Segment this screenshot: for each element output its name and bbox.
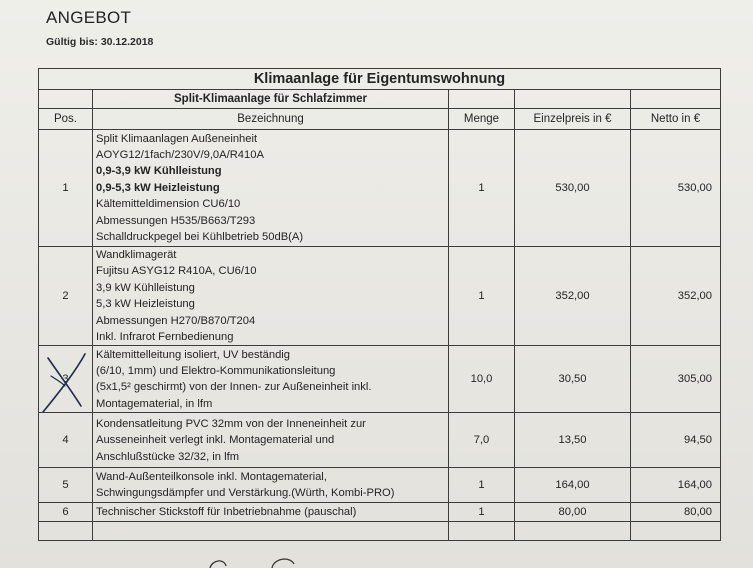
unit-price: 530,00: [515, 130, 631, 247]
offer-table: [38, 68, 721, 541]
item-description: [93, 413, 449, 468]
table-subtitle: Split-Klimaanlage für Schlafzimmer: [93, 90, 449, 109]
table-row: [39, 346, 721, 413]
unit-price: 80,00: [515, 503, 631, 522]
quantity: 1: [449, 503, 515, 522]
table-row: [39, 503, 721, 522]
position-number: [39, 346, 93, 413]
description-line: Wand-Außenteilkonsole inkl. Montagematerial,: [96, 471, 327, 484]
description-line: Split Klimaanlagen Außeneinheit: [96, 132, 258, 145]
description-line: (5x1,5² geschirmt) von der Innen- zur Außeneinheit inkl.: [96, 381, 372, 394]
empty-cell: [515, 522, 631, 541]
document-title: ANGEBOT: [46, 8, 132, 27]
description-line: Kältemittelleitung isoliert, UV beständig: [96, 348, 291, 361]
description-line: Inkl. Infrarot Fernbedienung: [96, 331, 234, 344]
description-line: Kältemitteldimension CU6/10: [96, 198, 241, 211]
item-description: [93, 503, 449, 522]
description-line: (6/10, 1mm) und Elektro-Kommunikationsleitung: [96, 365, 336, 378]
description-line: 3,9 kW Kühlleistung: [96, 281, 195, 294]
unit-price: 30,50: [515, 346, 631, 413]
empty-cell: [39, 522, 93, 541]
table-subtitle-row: [39, 90, 721, 109]
description-line: Anschlußstücke 32/32, in lfm: [96, 450, 240, 463]
empty-cell: [449, 522, 515, 541]
position-number: 6: [39, 503, 93, 522]
position-number: 1: [39, 130, 93, 247]
description-line: 5,3 kW Heizleistung: [96, 298, 195, 311]
description-line: Abmessungen H535/B663/T293: [96, 214, 256, 227]
unit-price: 13,50: [515, 413, 631, 468]
net-price: 164,00: [631, 468, 721, 503]
description-line: Technischer Stickstoff für Inbetriebnahme (pauschal): [96, 506, 357, 519]
header-quantity: Menge: [449, 109, 515, 130]
quantity: 1: [449, 130, 515, 247]
valid-until-date: Gültig bis: 30.12.2018: [46, 36, 154, 48]
description-line: Schalldruckpegel bei Kühlbetrieb 50dB(A): [96, 231, 304, 244]
description-line: 0,9-5,3 kW Heizleistung: [96, 181, 220, 194]
unit-price: 352,00: [515, 247, 631, 346]
description-line: AOYG12/1fach/230V/9,0A/R410A: [96, 148, 264, 161]
empty-table-row: [39, 522, 721, 541]
header-pos: Pos.: [39, 109, 93, 130]
subtitle-empty-cell: [515, 90, 631, 109]
quantity: 1: [449, 247, 515, 346]
item-description: [93, 468, 449, 503]
net-price: 352,00: [631, 247, 721, 346]
description-line: Abmessungen H270/B870/T204: [96, 314, 256, 327]
net-price: 80,00: [631, 503, 721, 522]
table-row: [39, 130, 721, 247]
item-description: [93, 346, 449, 413]
subtitle-empty-cell: [449, 90, 515, 109]
table-row: [39, 413, 721, 468]
header-net: Netto in €: [631, 109, 721, 130]
description-line: Fujitsu ASYG12 R410A, CU6/10: [96, 265, 257, 278]
description-line: Wandklimagerät: [96, 249, 177, 261]
table-row: [39, 468, 721, 503]
position-number-text: 3: [62, 373, 69, 386]
handwriting-fragment: [190, 552, 330, 568]
quantity: 7,0: [449, 413, 515, 468]
subtitle-empty-cell: [39, 90, 93, 109]
item-description: [93, 130, 449, 247]
table-title-row: [39, 69, 721, 90]
quantity: 10,0: [449, 346, 515, 413]
position-number: 4: [39, 413, 93, 468]
position-number: 5: [39, 468, 93, 503]
table-title: Klimaanlage für Eigentumswohnung: [39, 69, 721, 90]
item-description: [93, 247, 449, 346]
subtitle-empty-cell: [631, 90, 721, 109]
empty-cell: [93, 522, 449, 541]
empty-cell: [631, 522, 721, 541]
net-price: 94,50: [631, 413, 721, 468]
position-number: 2: [39, 247, 93, 346]
header-description: Bezeichnung: [93, 109, 449, 130]
description-line: 0,9-3,9 kW Kühlleistung: [96, 165, 222, 178]
unit-price: 164,00: [515, 468, 631, 503]
table-row: [39, 247, 721, 346]
description-line: Ausseneinheit verlegt inkl. Montagematerial und: [96, 434, 335, 447]
quantity: 1: [449, 468, 515, 503]
description-line: Schwingungsdämpfer und Verstärkung.(Würth, Kombi-PRO): [96, 487, 395, 500]
description-line: Kondensatleitung PVC 32mm von der Inneneinheit zur: [96, 417, 366, 430]
header-unit-price: Einzelpreis in €: [515, 109, 631, 130]
net-price: 305,00: [631, 346, 721, 413]
net-price: 530,00: [631, 130, 721, 247]
description-line: Montagematerial, in lfm: [96, 397, 213, 410]
table-header-row: [39, 109, 721, 130]
